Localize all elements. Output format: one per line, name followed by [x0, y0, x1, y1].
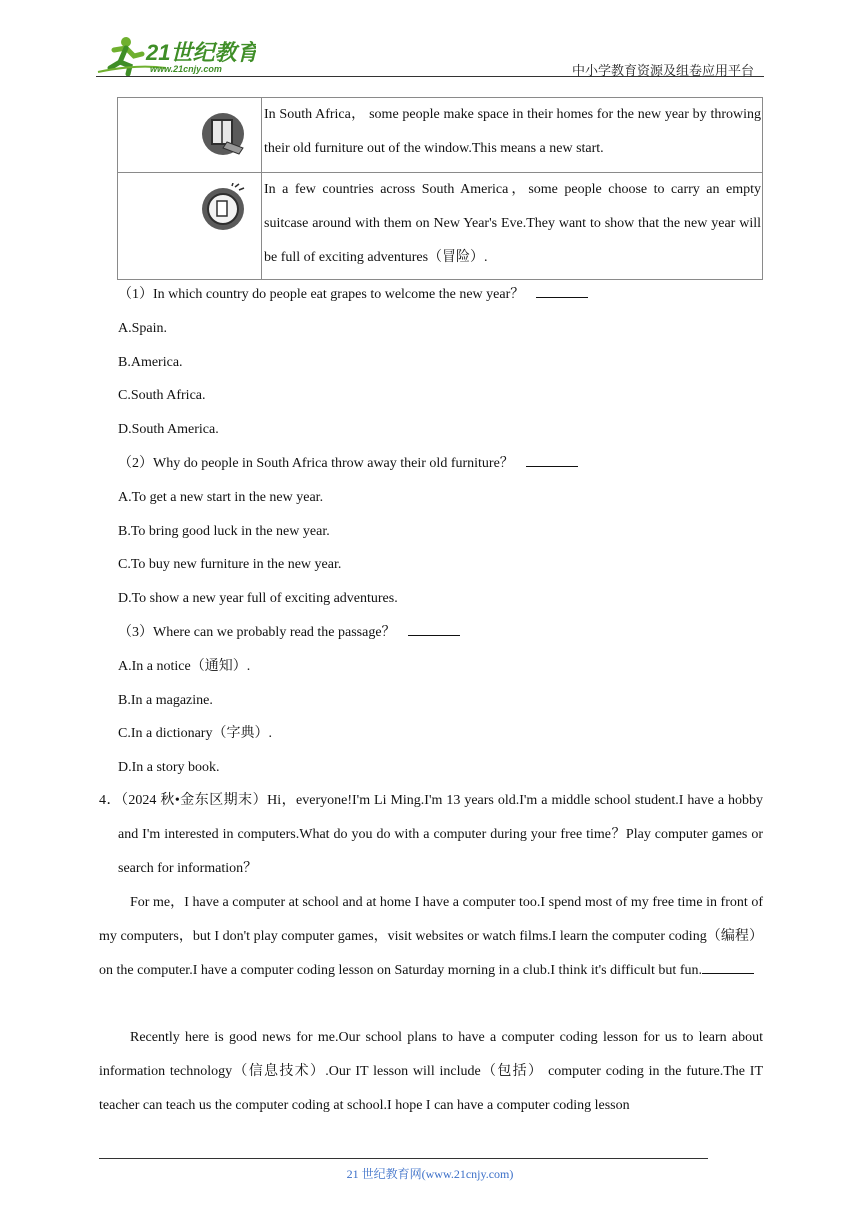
- customs-table: [117, 97, 763, 280]
- logo-url: www.21cnjy.com: [150, 64, 222, 74]
- option-b: B.To bring good luck in the new year.: [118, 524, 330, 539]
- table-row: [118, 98, 763, 173]
- runner-logo-icon: [96, 34, 256, 76]
- table-icon-cell: [118, 98, 262, 173]
- suitcase-clock-icon: [199, 183, 247, 233]
- footer-divider: [99, 1158, 708, 1159]
- option-c: C.To buy new furniture in the new year.: [118, 557, 342, 572]
- logo-title: 21世纪教育: [146, 40, 256, 65]
- answer-blank[interactable]: [408, 623, 460, 636]
- question-1: [118, 285, 588, 305]
- question-stem: （1）In which country do people eat grapes to welcome the new year？: [118, 287, 525, 302]
- table-text-cell: In South Africa， some people make space in their homes for the new year by throwing their old furniture out of the window.This means a new start.: [262, 98, 763, 173]
- option-b: B.In a magazine.: [118, 693, 213, 708]
- passage-4-intro: [99, 784, 763, 886]
- answer-blank[interactable]: [702, 961, 754, 974]
- option-b: B.America.: [118, 355, 183, 370]
- item-source: （2024 秋•金东区期末）: [120, 793, 268, 808]
- header-divider: [96, 76, 764, 77]
- table-icon-cell: [118, 173, 262, 280]
- option-d: D.In a story book.: [118, 760, 220, 775]
- option-c: C.South Africa.: [118, 388, 206, 403]
- option-a: A.To get a new start in the new year.: [118, 490, 324, 505]
- footer-text[interactable]: 21 世纪教育网(www.21cnjy.com): [346, 1167, 514, 1181]
- option-d: D.To show a new year full of exciting adventures.: [118, 591, 398, 606]
- option-d: D.South America.: [118, 422, 219, 437]
- question-2: [118, 454, 578, 474]
- passage-4-paragraph-2: [99, 886, 763, 988]
- table-text-cell: In a few countries across South America，some people choose to carry an empty suitcase around with them on New Year's Eve.They want to show that the new year will be full of exciting adventures（冒险）.: [262, 173, 763, 280]
- question-stem: （3）Where can we probably read the passage？: [118, 625, 396, 640]
- option-c: C.In a dictionary（字典）.: [118, 726, 272, 741]
- answer-blank[interactable]: [536, 285, 588, 298]
- paragraph-text: For me，I have a computer at school and at home I have a computer too.I spend most of my free time in front of my computers，but I don't play computer games，visit websites or watch films.I learn the computer coding（编程） on the computer.I have a computer coding lesson on Saturday morning in a club.I think it's difficult but fun.: [99, 895, 763, 978]
- header-platform-text: 中小学教育资源及组卷应用平台: [571, 63, 754, 78]
- option-a: A.Spain.: [118, 321, 167, 336]
- question-stem: （2）Why do people in South Africa throw away their old furniture？: [118, 456, 514, 471]
- table-row: [118, 173, 763, 280]
- answer-blank[interactable]: [526, 454, 578, 467]
- window-icon: [199, 110, 247, 158]
- question-3: [118, 623, 460, 643]
- intro-text: Hi，everyone!I'm Li Ming.I'm 13 years old.I'm a middle school student.I have a hobby and I'm interested in computers.What do you do with a computer during your free time？Play computer games or search for information？: [118, 793, 764, 876]
- site-logo: [96, 34, 256, 76]
- option-a: A.In a notice（通知）.: [118, 659, 251, 674]
- passage-4-paragraph-3: Recently here is good news for me.Our school plans to have a computer coding lesson for us to learn about information technology（信息技术）.Our IT lesson will include（包括） computer coding in the future.The IT teacher can teach us the computer coding at school.I hope I can have a computer coding lesson: [99, 1030, 763, 1113]
- item-number: 4．: [99, 793, 121, 808]
